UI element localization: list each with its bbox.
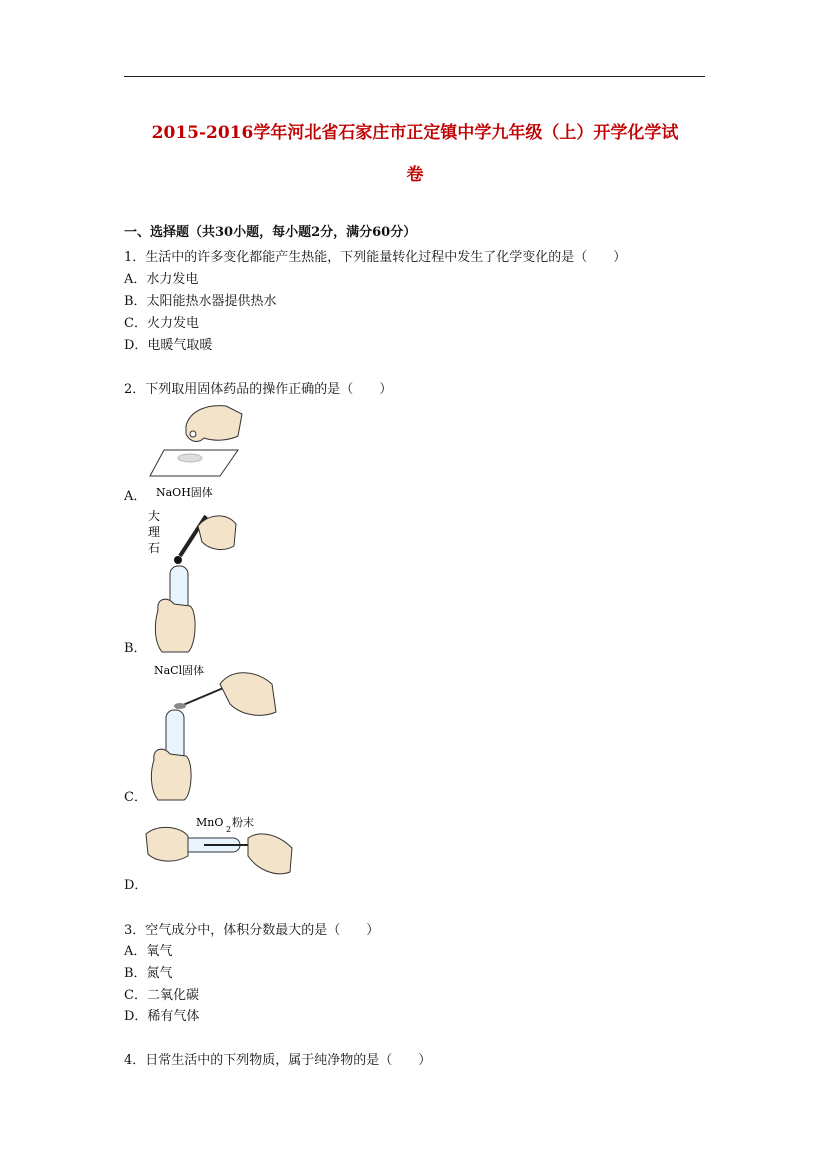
figure-c-label: NaCl固体: [154, 664, 205, 677]
q2-option-d: D．: [124, 878, 148, 893]
figure-b-marble: [144, 506, 244, 654]
figure-d-mno2: [144, 812, 296, 884]
q2-option-a: A．: [124, 489, 147, 504]
figure-a-label: NaOH固体: [156, 486, 213, 499]
q3-option-a: A．氧气: [124, 944, 173, 959]
q3-stem: 3．空气成分中，体积分数最大的是（ ）: [124, 923, 380, 938]
q1-option-d: D．电暖气取暖: [124, 338, 213, 353]
q3-option-d: D．稀有气体: [124, 1009, 200, 1024]
q2-stem: 2．下列取用固体药品的操作正确的是（ ）: [124, 382, 393, 397]
q1-stem: 1．生活中的许多变化都能产生热能，下列能量转化过程中发生了化学变化的是（ ）: [124, 250, 627, 265]
section-heading: 一、选择题（共30小题，每小题2分，满分60分）: [124, 225, 417, 240]
header-rule: [124, 76, 705, 77]
q1-option-c: C．火力发电: [124, 316, 199, 331]
figure-d-label-tail: 粉末: [232, 816, 254, 829]
exam-title-line1: 2015-2016学年河北省石家庄市正定镇中学九年级（上）开学化学试: [151, 123, 679, 143]
figure-d-label-main: MnO: [196, 816, 224, 829]
q3-option-b: B．氮气: [124, 966, 173, 981]
q3-option-c: C．二氧化碳: [124, 988, 199, 1003]
q2-option-c: C．: [124, 790, 147, 805]
figure-a-naoh: [146, 400, 246, 500]
figure-c-nacl: [146, 660, 282, 802]
figure-b-label-1: 大: [148, 509, 161, 523]
q1-option-b: B．太阳能热水器提供热水: [124, 294, 277, 309]
exam-title-line2: 卷: [406, 165, 424, 185]
q4-stem: 4．日常生活中的下列物质，属于纯净物的是（ ）: [124, 1053, 432, 1068]
figure-d-label-sub: 2: [226, 825, 232, 834]
figure-b-label-2: 理: [148, 525, 161, 539]
q1-option-a: A．水力发电: [124, 272, 199, 287]
q2-option-b: B．: [124, 641, 147, 656]
figure-b-label-3: 石: [148, 541, 161, 555]
